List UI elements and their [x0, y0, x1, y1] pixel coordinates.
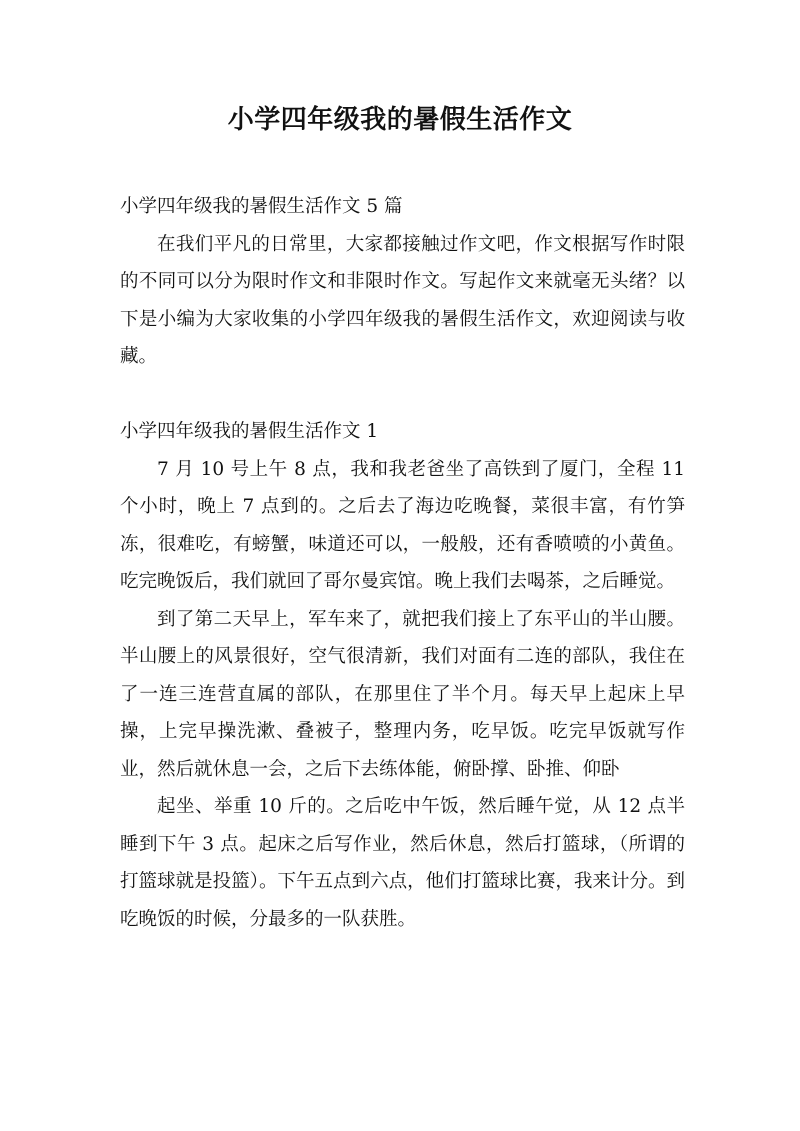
essay-1-paragraph-1: 7 月 10 号上午 8 点，我和我老爸坐了高铁到了厦门，全程 11 个小时，晚上 7 点到的。之后去了海边吃晚餐，菜很丰富，有竹笋冻，很难吃，有螃蟹，味道还可以，一般般，还有香喷喷的小黄鱼。吃完晚饭后，我们就回了哥尔曼宾馆。晚上我们去喝茶，之后睡觉。	[120, 458, 685, 592]
essay-1-heading: 小学四年级我的暑假生活作文 1	[120, 421, 379, 442]
intro-heading: 小学四年级我的暑假生活作文 5 篇	[120, 196, 403, 217]
intro-paragraph: 在我们平凡的日常里，大家都接触过作文吧，作文根据写作时限的不同可以分为限时作文和非限时作文。写起作文来就毫无头绪？以下是小编为大家收集的小学四年级我的暑假生活作文，欢迎阅读与收藏。	[120, 233, 685, 367]
document-body	[120, 188, 685, 938]
essay-1-paragraph-3: 起坐、举重 10 斤的。之后吃中午饭，然后睡午觉，从 12 点半睡到下午 3 点。起床之后写作业，然后休息，然后打篮球，（所谓的打篮球就是投篮）。下午五点到六点，他们打篮球比赛，我来计分。到吃晚饭的时候，分最多的一队获胜。	[120, 796, 685, 930]
essay-1-paragraph-2: 到了第二天早上，军车来了，就把我们接上了东平山的半山腰。半山腰上的风景很好，空气很清新，我们对面有二连的部队，我住在了一连三连营直属的部队，在那里住了半个月。每天早上起床上早操，上完早操洗漱、叠被子，整理内务，吃早饭。吃完早饭就写作业，然后就休息一会，之后下去练体能，俯卧撑、卧推、仰卧	[120, 608, 685, 780]
document-title: 小学四年级我的暑假生活作文	[227, 105, 573, 135]
section-spacer	[120, 376, 685, 414]
